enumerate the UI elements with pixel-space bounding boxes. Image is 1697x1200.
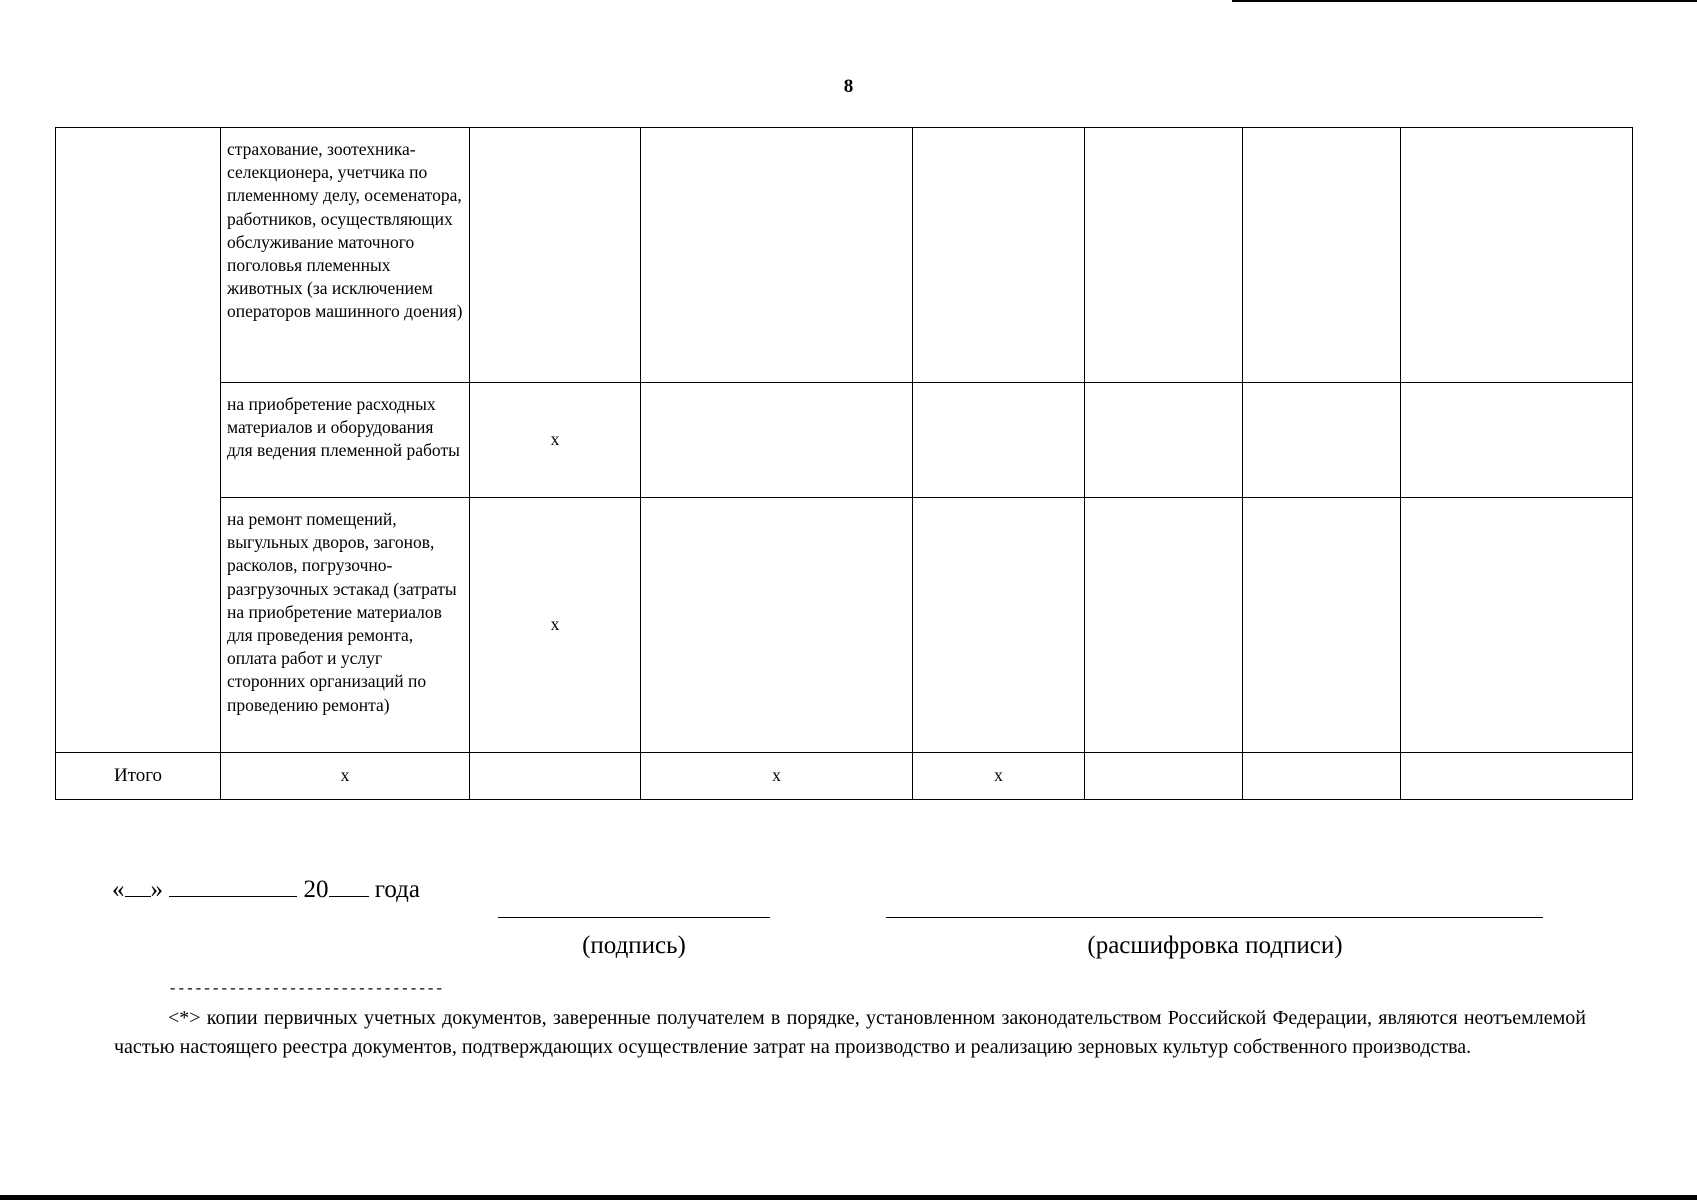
year-prefix: 20 [303,876,329,903]
total-label: Итого [56,753,221,800]
bottom-edge-rule [0,1195,1697,1200]
total-cell [470,753,641,800]
table-row [56,383,1633,498]
table-row [56,498,1633,753]
table-cell [913,498,1085,753]
table-cell [1085,383,1243,498]
table-cell [913,383,1085,498]
table-cell [1243,498,1401,753]
signature-line [498,917,770,918]
table-row [56,128,1633,383]
date-line [112,876,420,904]
table-cell [470,128,641,383]
year-suffix: года [374,876,420,903]
expense-register-table [55,127,1633,800]
table-cell: x [470,383,641,498]
table-cell [1401,383,1633,498]
table-cell [641,498,913,753]
signature-caption: (подпись) [582,932,686,959]
table-cell [1401,128,1633,383]
table-cell [913,128,1085,383]
total-cell: x [913,753,1085,800]
table-cell [641,383,913,498]
row-description: страхование, зоотехника-селекционера, учетчика по племенному делу, осеменатора, работников, осуществляющих обслуживание маточного поголовья племенных животных (за исключением операторов машинного доения) [221,128,470,383]
table-cell [1243,383,1401,498]
table-cell [1085,128,1243,383]
table-cell-merged-number [56,128,221,753]
quote-open: « [112,876,125,903]
table-cell [641,128,913,383]
table-cell: x [470,498,641,753]
quote-close: » [150,876,163,903]
footnote-separator: -------------------------------- [168,980,444,998]
table-cell [1243,128,1401,383]
total-cell: x [221,753,470,800]
total-cell [1243,753,1401,800]
page-number: 8 [843,76,854,97]
total-cell: x [641,753,913,800]
table-cell [1401,498,1633,753]
total-cell [1401,753,1633,800]
footnote-text: <*> копии первичных учетных документов, заверенные получателем в порядке, установленном законодательством Российской Федерации, являются неотъемлемой частью настоящего реестра документов, подтверждающих осуществление затрат на производство и реализацию зерновых культур собственного производства. [114,1007,1586,1058]
year-blank [329,895,369,897]
signature-decoding-caption: (расшифровка подписи) [1087,932,1343,959]
total-row [56,753,1633,800]
row-description: на ремонт помещений, выгульных дворов, загонов, расколов, погрузочно-разгрузочных эстакад (затраты на приобретение материалов для проведения ремонта, оплата работ и услуг сторонних организаций по проведению ремонта) [221,498,470,753]
table-cell [1085,498,1243,753]
total-cell [1085,753,1243,800]
top-edge-rule [1232,0,1697,2]
day-blank [125,895,151,897]
row-description: на приобретение расходных материалов и оборудования для ведения племенной работы [221,383,470,498]
signature-decoding-line [886,917,1543,918]
month-blank [169,895,297,897]
